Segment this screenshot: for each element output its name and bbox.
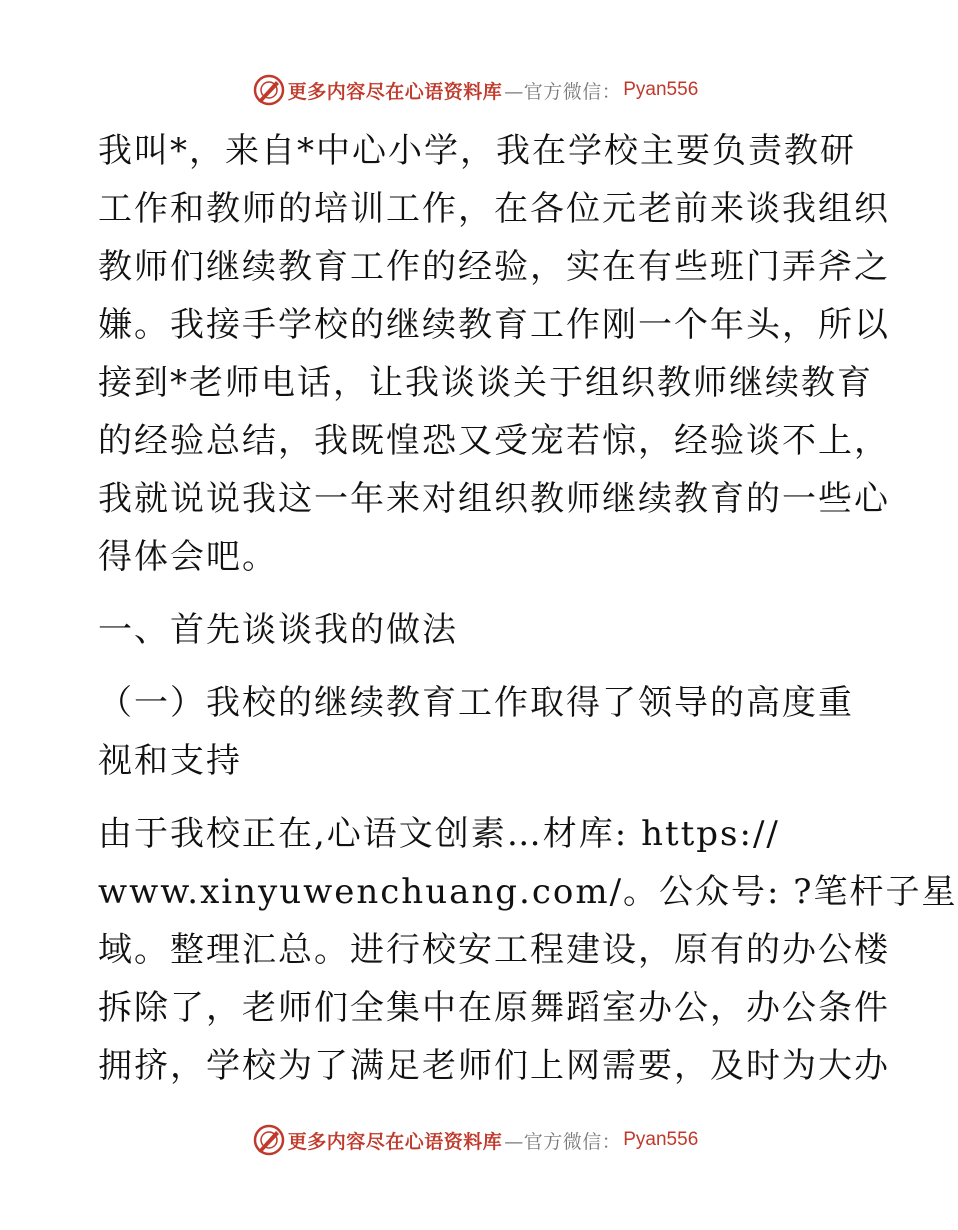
quill-logo-icon	[252, 1123, 286, 1157]
paragraph-line: 嫌。我接手学校的继续教育工作刚一个年头，所以	[98, 305, 890, 345]
header-watermark	[0, 72, 950, 108]
subsection-heading: （一）我校的继续教育工作取得了领导的高度重	[98, 683, 854, 723]
watermark-wechat-id: Pyan556	[623, 79, 699, 100]
section-heading: 一、首先谈谈我的做法	[98, 610, 458, 650]
paragraph-line: 我叫*，来自*中心小学，我在学校主要负责教研	[98, 131, 856, 171]
paragraph-line: 得体会吧。	[98, 537, 278, 577]
paragraph-line: 域。整理汇总。进行校安工程建设，原有的办公楼	[98, 930, 890, 970]
watermark-wechat-label: —官方微信：	[504, 1130, 622, 1153]
quill-logo-icon	[252, 73, 286, 107]
paragraph-line: 我就说说我这一年来对组织教师继续教育的一些心	[98, 479, 890, 519]
watermark-brand-text: 更多内容尽在心语资料库	[287, 1130, 503, 1153]
watermark-wechat-id: Pyan556	[623, 1129, 699, 1150]
paragraph-line: 由于我校正在,心语文创素…材库: https://	[98, 814, 780, 854]
watermark-wechat-label: —官方微信：	[504, 80, 622, 103]
subsection-heading: 视和支持	[98, 741, 242, 781]
paragraph-line: 教师们继续教育工作的经验，实在有些班门弄斧之	[98, 247, 890, 287]
paragraph-line: 工作和教师的培训工作，在各位元老前来谈我组织	[98, 189, 890, 229]
footer-watermark	[0, 1122, 950, 1158]
watermark-brand-text: 更多内容尽在心语资料库	[287, 80, 503, 103]
paragraph-line: 拆除了，老师们全集中在原舞蹈室办公，办公条件	[98, 988, 890, 1028]
paragraph-line: 接到*老师电话，让我谈谈关于组织教师继续教育	[98, 363, 873, 403]
document-body	[98, 122, 958, 1095]
paragraph-line: 的经验总结，我既惶恐又受宠若惊，经验谈不上，	[98, 421, 890, 461]
paragraph-line: 拥挤，学校为了满足老师们上网需要，及时为大办	[98, 1046, 890, 1086]
paragraph-line: www.xinyuwenchuang.com/。公众号: ?笔杆子星	[98, 872, 958, 912]
